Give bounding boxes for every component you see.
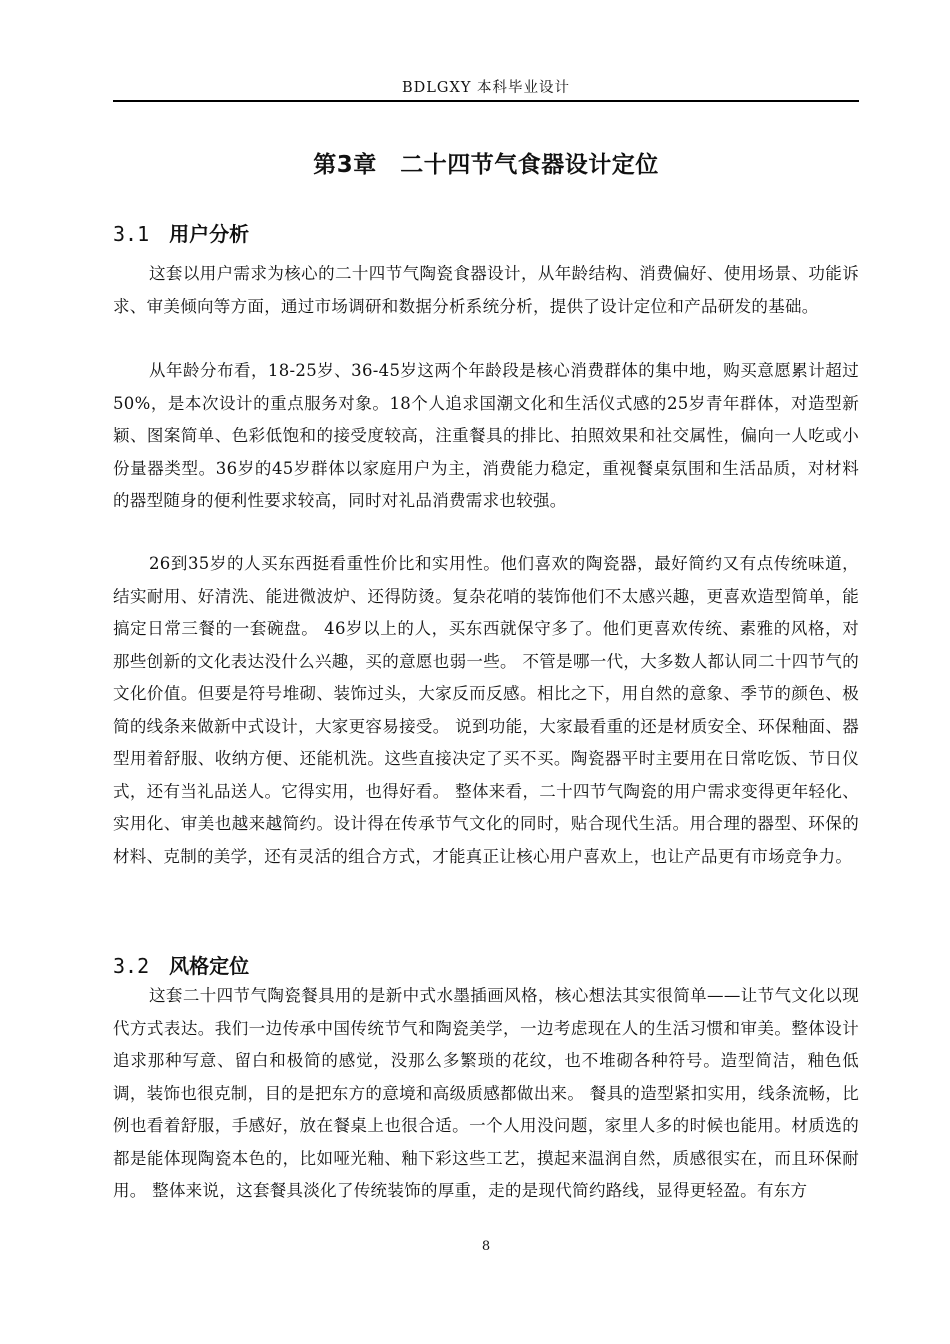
running-header: BDLGXY 本科毕业设计 [402, 80, 570, 96]
section-title: 用户分析 [169, 222, 250, 246]
header-rule [113, 100, 859, 102]
section-heading-3-2 [113, 950, 249, 979]
section-title: 风格定位 [169, 954, 250, 978]
page-number: 8 [481, 1239, 491, 1254]
paragraph: 这套二十四节气陶瓷餐具用的是新中式水墨插画风格，核心想法其实很简单——让节气文化以现代方式表达。我们一边传承中国传统节气和陶瓷美学，一边考虑现在人的生活习惯和审美。整体设计追求那种写意、留白和极简的感觉，没那么多繁琐的花纹，也不堆砌各种符号。造型简洁，釉色低调，装饰也很克制，目的是把东方的意境和高级质感都做出来。 餐具的造型紧扣实用，线条流畅，比例也看着舒服，手感好，放在餐桌上也很合适。一个人用没问题，家里人多的时候也能用。材质选的都是能体现陶瓷本色的，比如哑光釉、釉下彩这些工艺，摸起来温润自然，质感很实在，而且环保耐用。 整体来说，这套餐具淡化了传统装饰的厚重，走的是现代简约路线，显得更轻盈。有东方 [113, 986, 859, 1200]
section-number: 3.1 [113, 222, 150, 246]
paragraph: 26到35岁的人买东西挺看重性价比和实用性。他们喜欢的陶瓷器，最好简约又有点传统味道，结实耐用、好清洗、能进微波炉、还得防烫。复杂花哨的装饰他们不太感兴趣，更喜欢造型简单，能搞定日常三餐的一套碗盘。 46岁以上的人，买东西就保守多了。他们更喜欢传统、素雅的风格，对那些创新的文化表达没什么兴趣，买的意愿也弱一些。 不管是哪一代，大多数人都认同二十四节气的文化价值。但要是符号堆砌、装饰过头，大家反而反感。相比之下，用自然的意象、季节的颜色、极简的线条来做新中式设计，大家更容易接受。 说到功能，大家最看重的还是材质安全、环保釉面、器型用着舒服、收纳方便、还能机洗。这些直接决定了买不买。陶瓷器平时主要用在日常吃饭、节日仪式，还有当礼品送人。它得实用，也得好看。 整体来看，二十四节气陶瓷的用户需求变得更年轻化、实用化、审美也越来越简约。设计得在传承节气文化的同时，贴合现代生活。用合理的器型、环保的材料、克制的美学，还有灵活的组合方式，才能真正让核心用户喜欢上，也让产品更有市场竞争力。 [113, 554, 859, 866]
section-number: 3.2 [113, 954, 150, 978]
paragraph: 这套以用户需求为核心的二十四节气陶瓷食器设计，从年龄结构、消费偏好、使用场景、功能诉求、审美倾向等方面，通过市场调研和数据分析系统分析，提供了设计定位和产品研发的基础。 [113, 264, 859, 316]
paragraph: 从年龄分布看，18-25岁、36-45岁这两个年龄段是核心消费群体的集中地，购买意愿累计超过50%，是本次设计的重点服务对象。18个人追求国潮文化和生活仪式感的25岁青年群体，对造型新颖、图案简单、色彩低饱和的接受度较高，注重餐具的排比、拍照效果和社交属性，偏向一人吃或小份量器类型。36岁的45岁群体以家庭用户为主，消费能力稳定，重视餐桌氛围和生活品质，对材料的器型随身的便利性要求较高，同时对礼品消费需求也较强。 [113, 361, 859, 510]
section-heading-3-1 [113, 218, 249, 247]
chapter-title: 第3章 二十四节气食器设计定位 [313, 152, 659, 178]
